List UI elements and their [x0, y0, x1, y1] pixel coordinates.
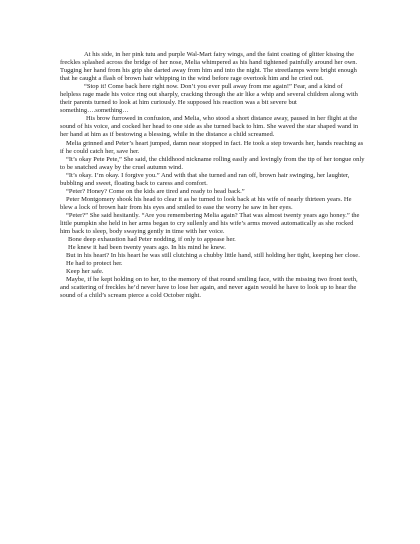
paragraph: Bone deep exhaustion had Peter nodding, if only to appease her.	[68, 236, 236, 244]
paragraph: His brow furrowed in confusion, and Melia, who stood a short distance away, paused in her flight at the sound of his voice, and cocked her head to one side as she turned back to him. She waved the star shaped wand in her hand at him as if bestowing a blessing, while in the distance a child screamed.	[60, 115, 359, 139]
paragraph: “Stop it! Come back here right now. Don’t you ever pull away from me again!” Fear, and a kind of helpless rage made his voice ring out sharply, cracking through the air like a whip and several children along with their parents turned to look at him curiously. He supposed his reaction was a bit severe but something….something…	[60, 83, 358, 115]
story-text	[60, 51, 365, 300]
paragraph: But in his heart? In his heart he was still clutching a chubby little hand, still holding her tight, keeping her close.	[66, 252, 360, 260]
paragraph: At his side, in her pink tutu and purple Wal-Mart fairy wings, and the faint coating of glitter kissing the freckles splashed across the bridge of her nose, Melia whimpered as his hand tightened painfully around her own. Tugging her hand from his grip she darted away from him and into the night. The streetlamps were bright enough that he caught a flash of brown hair whipping in the wind before rage overtook him and he cried out.	[60, 51, 358, 83]
paragraph: Peter Montgomery shook his head to clear it as he turned to look back at his wife of nearly thirteen years. He blew a lock of brown hair from his eyes and smiled to ease the worry he saw in her eyes.	[60, 195, 352, 211]
paragraph: Keep her safe.	[66, 268, 104, 276]
paragraph: He knew it had been twenty years ago. In his mind he knew.	[68, 244, 226, 252]
paragraph: “Peter?” She said hesitantly. “Are you remembering Melia again? That was almost twenty years ago honey.” the little pumpkin she held in her arms began to cry sullenly and his wife’s arms moved automatically as she rocked him back to sleep, body swaying gently in time with her voice.	[60, 211, 360, 236]
paragraph: “It’s okay. I’m okay. I forgive you.” And with that she turned and ran off, brown hair swinging, her laughter, bubbling and sweet, floating back to caress and comfort.	[60, 171, 350, 187]
paragraph: Melia grinned and Peter’s heart jumped, damn near stopped in fact. He took a step towards her, hands reaching as if he could catch her, save her.	[60, 139, 364, 155]
paragraph: He had to protect her.	[66, 260, 123, 268]
paragraph: “It’s okay Pete Pete,” She said, the childhood nickname rolling easily and lovingly from the tip of her tongue only to be snatched away by the cruel autumn wind.	[60, 155, 365, 171]
paragraph: Maybe, if he kept holding on to her, to the memory of that round smiling face, with the missing two front teeth, and scattering of freckles he’d never have to lose her again, and never again would he have to look up to hear the sound of a child’s scream pierce a cold October night.	[60, 276, 358, 300]
paragraph: “Peter? Honey? Come on the kids are tired and ready to head back.”	[66, 187, 245, 195]
